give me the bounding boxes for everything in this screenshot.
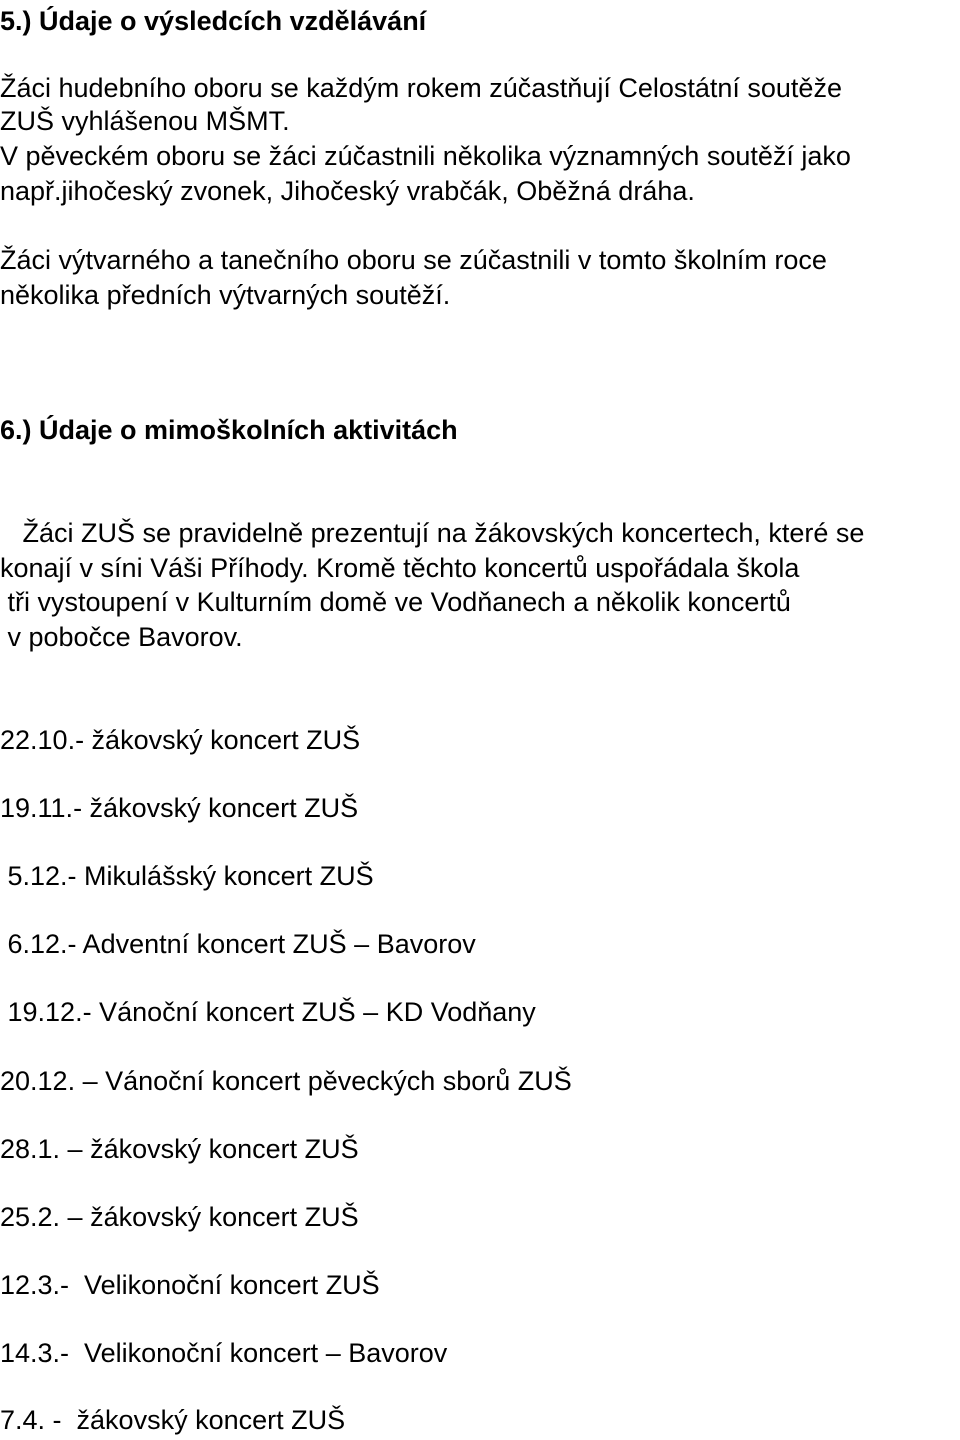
paragraph-line: Žáci ZUŠ se pravidelně prezentují na žákovských koncertech, které se bbox=[0, 518, 865, 548]
paragraph-line: např.jihočeský zvonek, Jihočeský vrabčák, Oběžná dráha. bbox=[0, 176, 695, 206]
event-item: 20.12. – Vánoční koncert pěveckých sborů ZUŠ bbox=[0, 1066, 572, 1096]
paragraph-line: v pobočce Bavorov. bbox=[0, 622, 243, 652]
paragraph-line: několika předních výtvarných soutěží. bbox=[0, 280, 451, 310]
section-5-heading: 5.) Údaje o výsledcích vzdělávání bbox=[0, 6, 427, 36]
event-item: 25.2. – žákovský koncert ZUŠ bbox=[0, 1202, 359, 1232]
event-item: 28.1. – žákovský koncert ZUŠ bbox=[0, 1134, 359, 1164]
paragraph-line: V pěveckém oboru se žáci zúčastnili několika významných soutěží jako bbox=[0, 141, 851, 171]
event-item: 14.3.- Velikonoční koncert – Bavorov bbox=[0, 1338, 448, 1368]
paragraph-line: Žáci výtvarného a tanečního oboru se zúčastnili v tomto školním roce bbox=[0, 245, 827, 275]
paragraph-line: Žáci hudebního oboru se každým rokem zúčastňují Celostátní soutěže bbox=[0, 73, 842, 103]
event-item: 12.3.- Velikonoční koncert ZUŠ bbox=[0, 1270, 380, 1300]
paragraph-line: ZUŠ vyhlášenou MŠMT. bbox=[0, 106, 290, 136]
paragraph-line: konají v síni Váši Příhody. Kromě těchto koncertů uspořádala škola bbox=[0, 553, 800, 583]
event-item: 7.4. - žákovský koncert ZUŠ bbox=[0, 1405, 346, 1435]
event-item: 5.12.- Mikulášský koncert ZUŠ bbox=[0, 861, 374, 891]
event-item: 22.10.- žákovský koncert ZUŠ bbox=[0, 725, 361, 755]
section-6-heading: 6.) Údaje o mimoškolních aktivitách bbox=[0, 415, 458, 445]
paragraph-line: tři vystoupení v Kulturním domě ve Vodňanech a několik koncertů bbox=[0, 587, 791, 617]
event-item: 6.12.- Adventní koncert ZUŠ – Bavorov bbox=[0, 929, 476, 959]
event-item: 19.12.- Vánoční koncert ZUŠ – KD Vodňany bbox=[0, 997, 536, 1027]
event-item: 19.11.- žákovský koncert ZUŠ bbox=[0, 793, 359, 823]
